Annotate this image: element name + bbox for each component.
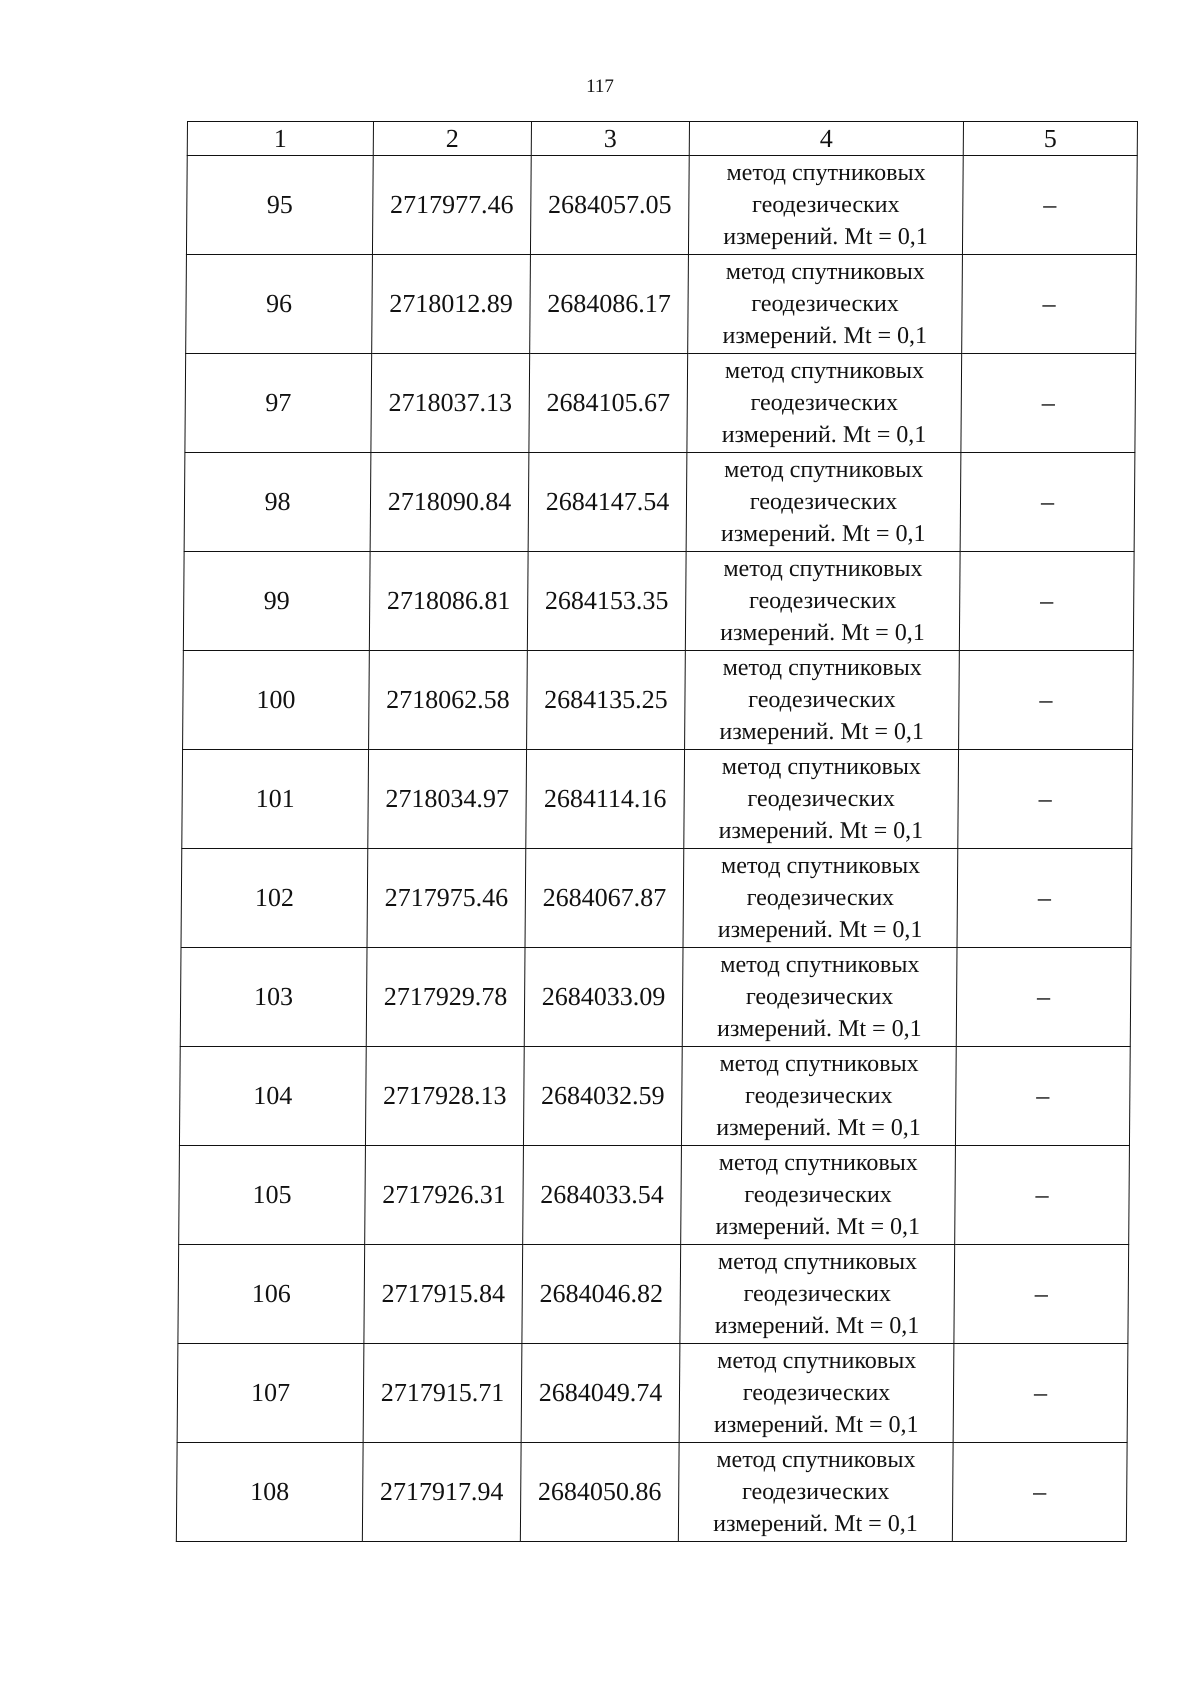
method-cell xyxy=(688,255,963,354)
method-text-line: геодезических xyxy=(745,984,894,1010)
table-row xyxy=(186,255,1137,354)
method-text-line: геодезических xyxy=(743,1281,892,1307)
x-coordinate-cell: 2718034.97 xyxy=(368,750,527,849)
method-text-line: измерений. Mt = 0,1 xyxy=(713,1511,918,1537)
point-number-cell: 104 xyxy=(179,1047,366,1146)
table-row xyxy=(182,750,1133,849)
table-row xyxy=(183,651,1134,750)
method-cell xyxy=(681,1146,956,1245)
table-row xyxy=(183,552,1134,651)
column-header: 5 xyxy=(963,122,1137,156)
method-text-line: измерений. Mt = 0,1 xyxy=(723,224,928,250)
method-text-line: метод спутниковых xyxy=(723,556,923,582)
note-cell: – xyxy=(962,255,1137,354)
method-text-line: метод спутниковых xyxy=(717,1249,918,1275)
y-coordinate-cell: 2684067.87 xyxy=(525,849,684,948)
point-number-cell: 98 xyxy=(184,453,371,552)
table-row xyxy=(177,1344,1128,1443)
note-cell: – xyxy=(955,1146,1130,1245)
point-number-cell: 107 xyxy=(177,1344,364,1443)
note-cell: – xyxy=(957,849,1132,948)
method-text-line: измерений. Mt = 0,1 xyxy=(719,719,925,745)
method-cell xyxy=(683,849,958,948)
y-coordinate-cell: 2684135.25 xyxy=(527,651,686,750)
method-text-line: геодезических xyxy=(747,786,895,812)
note-cell: – xyxy=(959,552,1134,651)
method-text-line: метод спутниковых xyxy=(725,259,925,285)
method-text-line: измерений. Mt = 0,1 xyxy=(718,818,924,844)
table-header-row xyxy=(187,122,1137,156)
method-text-line: измерений. Mt = 0,1 xyxy=(720,521,926,547)
method-text-line: метод спутниковых xyxy=(719,1051,919,1077)
note-cell: – xyxy=(961,354,1136,453)
point-number-cell: 100 xyxy=(183,651,370,750)
table-row xyxy=(179,1146,1130,1245)
note-cell: – xyxy=(954,1245,1129,1344)
method-cell xyxy=(685,552,960,651)
point-number-cell: 99 xyxy=(183,552,370,651)
y-coordinate-cell: 2684050.86 xyxy=(520,1443,679,1542)
note-cell: – xyxy=(958,750,1133,849)
y-coordinate-cell: 2684057.05 xyxy=(530,156,689,255)
x-coordinate-cell: 2718037.13 xyxy=(371,354,530,453)
method-text-line: измерений. Mt = 0,1 xyxy=(721,422,927,448)
method-text-line: метод спутниковых xyxy=(724,358,925,384)
note-cell: – xyxy=(960,453,1135,552)
method-text-line: геодезических xyxy=(750,390,899,416)
point-number-cell: 96 xyxy=(186,255,373,354)
method-text-line: геодезических xyxy=(745,1083,893,1109)
method-text-line: геодезических xyxy=(748,687,896,713)
point-number-cell: 97 xyxy=(185,354,372,453)
method-text-line: метод спутниковых xyxy=(724,457,924,483)
method-cell xyxy=(680,1245,955,1344)
point-number-cell: 108 xyxy=(176,1443,363,1542)
column-header: 4 xyxy=(689,122,963,156)
column-header: 3 xyxy=(531,122,689,156)
method-text-line: геодезических xyxy=(746,885,895,911)
point-number-cell: 106 xyxy=(178,1245,365,1344)
x-coordinate-cell: 2717915.84 xyxy=(364,1245,523,1344)
method-text-line: метод спутниковых xyxy=(726,160,926,186)
coordinates-table xyxy=(176,121,1138,1542)
x-coordinate-cell: 2717975.46 xyxy=(367,849,526,948)
y-coordinate-cell: 2684033.54 xyxy=(523,1146,682,1245)
method-text-line: геодезических xyxy=(748,588,897,614)
x-coordinate-cell: 2717926.31 xyxy=(365,1146,524,1245)
table-row xyxy=(185,354,1136,453)
y-coordinate-cell: 2684147.54 xyxy=(528,453,687,552)
table-row xyxy=(181,849,1132,948)
y-coordinate-cell: 2684046.82 xyxy=(522,1245,681,1344)
method-cell xyxy=(688,156,963,255)
method-text-line: измерений. Mt = 0,1 xyxy=(722,323,928,349)
y-coordinate-cell: 2684153.35 xyxy=(527,552,686,651)
method-text-line: измерений. Mt = 0,1 xyxy=(720,620,925,646)
x-coordinate-cell: 2717929.78 xyxy=(366,948,525,1047)
x-coordinate-cell: 2718062.58 xyxy=(369,651,528,750)
table-row xyxy=(186,156,1137,255)
y-coordinate-cell: 2684105.67 xyxy=(529,354,688,453)
method-text-line: метод спутниковых xyxy=(720,853,921,879)
table-row xyxy=(176,1443,1127,1542)
x-coordinate-cell: 2717928.13 xyxy=(365,1047,524,1146)
page-number: 117 xyxy=(586,76,614,97)
table-row xyxy=(180,948,1131,1047)
column-header: 1 xyxy=(187,122,373,156)
note-cell: – xyxy=(955,1047,1130,1146)
point-number-cell: 102 xyxy=(181,849,368,948)
method-text-line: измерений. Mt = 0,1 xyxy=(714,1313,920,1339)
note-cell: – xyxy=(962,156,1137,255)
method-text-line: измерений. Mt = 0,1 xyxy=(717,917,923,943)
x-coordinate-cell: 2717977.46 xyxy=(372,156,531,255)
method-text-line: метод спутниковых xyxy=(722,655,922,681)
method-text-line: измерений. Mt = 0,1 xyxy=(713,1412,919,1438)
point-number-cell: 103 xyxy=(180,948,367,1047)
method-text-line: измерений. Mt = 0,1 xyxy=(715,1214,921,1240)
point-number-cell: 105 xyxy=(179,1146,366,1245)
method-cell xyxy=(679,1344,954,1443)
method-text-line: метод спутниковых xyxy=(716,1447,916,1473)
method-text-line: метод спутниковых xyxy=(720,952,920,978)
note-cell: – xyxy=(959,651,1134,750)
method-text-line: метод спутниковых xyxy=(718,1150,918,1176)
method-cell xyxy=(682,948,957,1047)
method-text-line: геодезических xyxy=(741,1479,890,1505)
method-cell xyxy=(687,354,962,453)
y-coordinate-cell: 2684032.59 xyxy=(523,1047,682,1146)
method-cell xyxy=(681,1047,956,1146)
y-coordinate-cell: 2684086.17 xyxy=(530,255,689,354)
method-cell xyxy=(685,651,960,750)
x-coordinate-cell: 2718012.89 xyxy=(372,255,531,354)
y-coordinate-cell: 2684033.09 xyxy=(524,948,683,1047)
note-cell: – xyxy=(956,948,1131,1047)
method-cell xyxy=(678,1443,953,1542)
method-text-line: геодезических xyxy=(752,192,900,218)
method-cell xyxy=(686,453,961,552)
point-number-cell: 101 xyxy=(182,750,369,849)
method-text-line: измерений. Mt = 0,1 xyxy=(716,1115,921,1141)
column-header: 2 xyxy=(373,122,531,156)
method-text-line: измерений. Mt = 0,1 xyxy=(716,1016,922,1042)
table-row xyxy=(179,1047,1130,1146)
method-text-line: геодезических xyxy=(751,291,899,317)
x-coordinate-cell: 2717917.94 xyxy=(362,1443,521,1542)
method-cell xyxy=(684,750,959,849)
method-text-line: метод спутниковых xyxy=(717,1348,917,1374)
table-body xyxy=(176,156,1137,1542)
point-number-cell: 95 xyxy=(186,156,373,255)
method-text-line: геодезических xyxy=(749,489,898,515)
method-text-line: метод спутниковых xyxy=(721,754,922,780)
note-cell: – xyxy=(952,1443,1127,1542)
note-cell: – xyxy=(953,1344,1128,1443)
method-text-line: геодезических xyxy=(744,1182,892,1208)
x-coordinate-cell: 2718090.84 xyxy=(370,453,529,552)
x-coordinate-cell: 2718086.81 xyxy=(369,552,528,651)
y-coordinate-cell: 2684114.16 xyxy=(526,750,685,849)
method-text-line: геодезических xyxy=(742,1380,891,1406)
table-row xyxy=(178,1245,1129,1344)
table-row xyxy=(184,453,1135,552)
x-coordinate-cell: 2717915.71 xyxy=(363,1344,522,1443)
y-coordinate-cell: 2684049.74 xyxy=(521,1344,680,1443)
